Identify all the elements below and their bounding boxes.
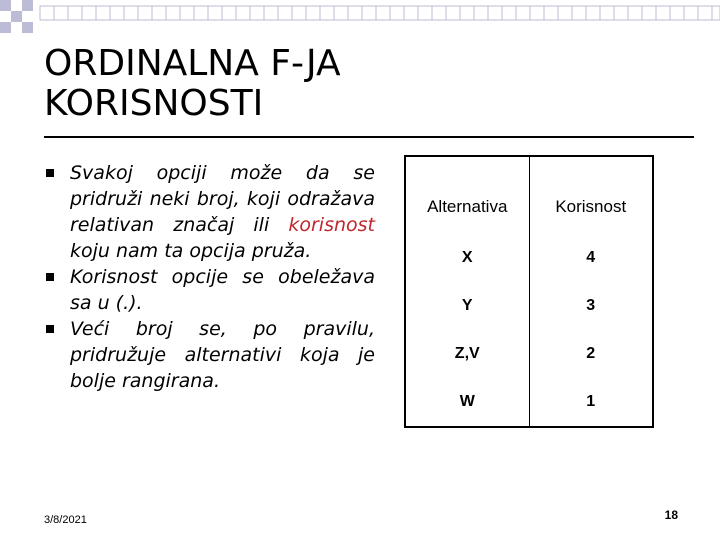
- square-bullet-icon: [46, 169, 54, 177]
- highlighted-term: korisnost: [288, 214, 375, 236]
- bullet-text-part: Veći broj se, po pravilu, pridružuje alternativi koja je bolje rangirana.: [70, 318, 375, 392]
- page-number: 18: [664, 508, 678, 522]
- bullet-item: [40, 316, 375, 394]
- title-divider: [44, 136, 694, 138]
- table-cell: 1: [586, 393, 596, 410]
- column-header-korisnost: Korisnost: [555, 196, 627, 216]
- slide-title: [44, 44, 464, 124]
- table-cell: X: [405, 234, 529, 282]
- bullet-text-part: koju nam ta opcija pruža.: [70, 240, 312, 262]
- square-bullet-icon: [46, 325, 54, 333]
- table-cell: Y: [405, 282, 529, 330]
- bullet-text-part: Svakoj opciji može da se pridruži neki broj, koji odražava relativan značaj ili: [70, 162, 375, 236]
- bullet-text-part: Korisnost opcije se obeležava sa u (.).: [70, 266, 375, 314]
- slide-title-line-1: ORDINALNA F-JA: [44, 43, 341, 84]
- slide-title-line-2: KORISNOSTI: [44, 83, 264, 124]
- utility-table: [404, 155, 654, 428]
- checkered-decoration: [0, 0, 720, 40]
- table-row: [405, 234, 653, 282]
- column-header-alternativa: Alternativa: [405, 156, 529, 234]
- table-cell: W: [405, 378, 529, 427]
- table-row: [405, 378, 653, 427]
- bullet-item: [40, 264, 375, 316]
- table-header-row: [405, 156, 653, 234]
- table-cell: Z,V: [405, 330, 529, 378]
- table-cell: 4: [586, 249, 596, 266]
- bullet-list: [40, 160, 375, 394]
- table-cell: 2: [586, 345, 596, 362]
- footer-date: 3/8/2021: [44, 514, 87, 526]
- table-cell: 3: [586, 297, 596, 314]
- table-row: [405, 330, 653, 378]
- square-bullet-icon: [46, 273, 54, 281]
- bullet-item: [40, 160, 375, 264]
- table-row: [405, 282, 653, 330]
